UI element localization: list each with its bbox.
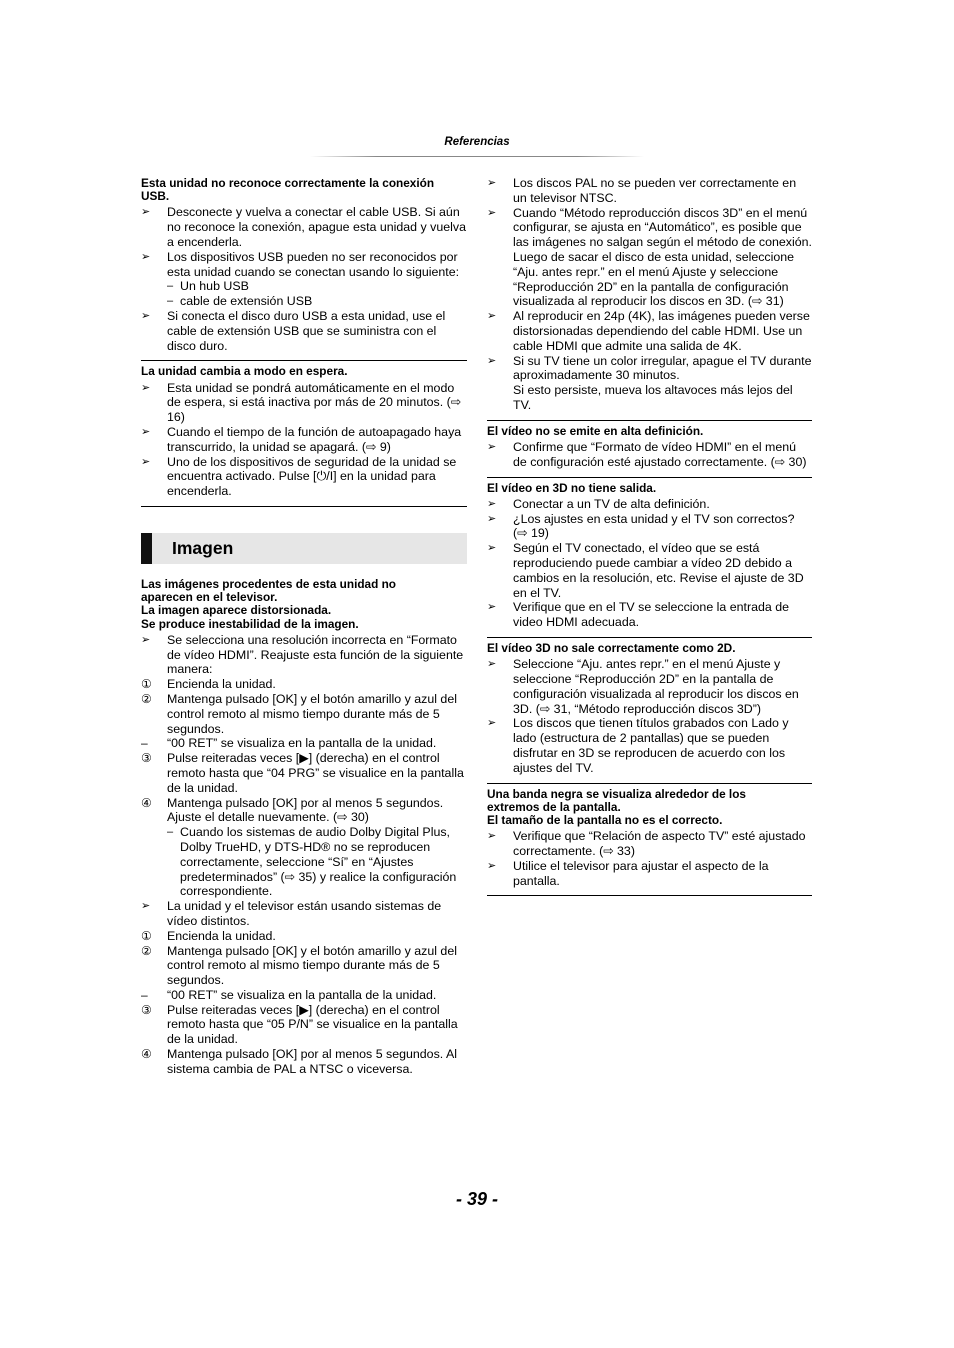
arrow-bullet-icon: ➢ — [487, 717, 497, 730]
list-item-text: Verifique que en el TV se seleccione la entrada de video HDMI adecuada. — [513, 600, 789, 630]
section-heading-bar — [141, 533, 152, 564]
list-item — [141, 1047, 467, 1077]
list-item-text: Seleccione “Aju. antes repr.” en el menú Ajuste y seleccione “Reproducción 2D” en la pantalla de configuración visualizada al reproducir los discos en 3D. (⇨ 31, “Método reproducción discos 3D”) — [513, 657, 799, 716]
list-item — [487, 309, 812, 353]
issue-title-line: El tamaño de la pantalla no es el correcto. — [487, 812, 723, 827]
arrow-bullet-icon: ➢ — [487, 601, 497, 614]
list-item — [141, 988, 467, 1003]
list-item — [487, 354, 812, 384]
list-item — [141, 425, 467, 455]
list-item-text: Uno de los dispositivos de seguridad de la unidad se encuentra activado. Pulse [⏻/I] en la unidad para encenderla. — [167, 454, 457, 499]
list-item — [141, 294, 467, 309]
dash-bullet: – — [167, 826, 174, 839]
list-item — [141, 250, 467, 280]
list-item — [141, 381, 467, 425]
intro-issue — [487, 176, 812, 421]
list-item-text: Verifique que “Relación de aspecto TV” esté ajustado correctamente. (⇨ 33) — [513, 829, 806, 858]
list-item — [487, 383, 812, 413]
item-list — [487, 176, 812, 413]
list-item-text: Cuando los sistemas de audio Dolby Digital Plus, Dolby TrueHD, y DTS-HD® no se reproducen correctamente, seleccione “Sí” en “Ajustes predeterminados” (⇨ 35) y realice la configuración correspondiente. — [180, 825, 457, 899]
arrow-bullet-icon: ➢ — [487, 354, 497, 367]
arrow-bullet-icon: ➢ — [141, 250, 151, 263]
item-list — [487, 829, 812, 888]
issue-title — [141, 578, 467, 631]
dash-bullet: – — [167, 280, 174, 293]
list-item — [141, 692, 467, 736]
list-item-text: Si esto persiste, mueva los altavoces más lejos del TV. — [513, 383, 793, 412]
step-number: ① — [141, 677, 152, 692]
list-item — [141, 825, 467, 899]
issue-title-line: USB. — [141, 189, 170, 204]
list-item-text: “00 RET” se visualiza en la pantalla de la unidad. — [167, 736, 437, 751]
list-item — [141, 796, 467, 826]
issue-title-line: Las imágenes procedentes de esta unidad no — [141, 576, 397, 591]
arrow-bullet-icon: ➢ — [141, 206, 151, 219]
list-item-text: Cuando “Método reproducción discos 3D” en el menú configurar, se ajusta en “Automático”, es posible que las imágenes no salgan según el método de conexión. Luego de sacar el disco de esta unidad, seleccione “Aju. antes repr.” en el menú Ajuste y seleccione “Reproducción 2D” en la pantalla de configuración visualizada al reproducir los discos en 3D. (⇨ 31) — [513, 205, 812, 309]
issue-title-line: Una banda negra se visualiza alrededor de los — [487, 786, 746, 801]
step-number: ③ — [141, 1002, 152, 1017]
list-item-text: Conectar a un TV de alta definición. — [513, 496, 710, 511]
issue-title — [487, 425, 812, 438]
list-item — [487, 176, 812, 206]
issue-title-line: extremos de la pantalla. — [487, 799, 621, 814]
list-item-text: Utilice el televisor para ajustar el aspecto de la pantalla. — [513, 858, 769, 888]
list-item — [487, 859, 812, 889]
arrow-bullet-icon: ➢ — [487, 512, 497, 525]
list-item — [141, 899, 467, 929]
issue-title-line: El vídeo no se emite en alta definición. — [487, 423, 704, 438]
item-list — [141, 633, 467, 1077]
list-item-text: Cuando el tiempo de la función de autoapagado haya transcurrido, la unidad se apagará. (⇨ 9) — [167, 424, 462, 454]
issue-title-line: La unidad cambia a modo en espera. — [141, 364, 348, 379]
issue-title — [487, 788, 812, 828]
arrow-bullet-icon: ➢ — [487, 310, 497, 323]
header-rule — [310, 156, 644, 157]
step-number: ③ — [141, 751, 152, 766]
list-item-text: La unidad y el televisor están usando sistemas de vídeo distintos. — [167, 899, 442, 928]
list-item-text: Los discos PAL no se pueden ver correctamente en un televisor NTSC. — [513, 176, 797, 205]
issue-title-line: El vídeo en 3D no tiene salida. — [487, 480, 657, 495]
arrow-bullet-icon: ➢ — [487, 206, 497, 219]
arrow-bullet-icon: ➢ — [487, 658, 497, 671]
list-item — [141, 929, 467, 944]
list-item-text: Esta unidad se pondrá automáticamente en el modo de espera, si está inactiva por más de 20 minutos. (⇨ 16) — [167, 380, 462, 425]
list-item-text: Desconecte y vuelva a conectar el cable USB. Si aún no reconoce la conexión, apague esta unidad y vuelva a encenderla. — [167, 205, 466, 249]
list-item-text: Se selecciona una resolución incorrecta en “Formato de vídeo HDMI”. Reajuste esta función de la siguiente manera: — [167, 632, 464, 677]
list-item — [141, 309, 467, 353]
arrow-bullet-icon: ➢ — [487, 859, 497, 872]
black-band-issue — [487, 788, 812, 897]
no-3d-issue — [487, 482, 812, 638]
list-item — [487, 600, 812, 630]
issue-title — [141, 365, 467, 378]
issue-title-line: Esta unidad no reconoce correctamente la conexión — [141, 176, 435, 190]
arrow-bullet-icon: ➢ — [487, 542, 497, 555]
issue-title-line: La imagen aparece distorsionada. — [141, 603, 332, 618]
list-item-text: Mantenga pulsado [OK] por al menos 5 segundos. Al sistema cambia de PAL a NTSC o viceversa. — [167, 1047, 457, 1076]
item-list — [487, 657, 812, 775]
list-item — [487, 206, 812, 310]
arrow-bullet-icon: ➢ — [487, 440, 497, 453]
arrow-bullet-icon: ➢ — [141, 455, 151, 468]
list-item-text: Encienda la unidad. — [167, 677, 276, 692]
item-list — [487, 497, 812, 630]
list-item-text: Si su TV tiene un color irregular, apague el TV durante aproximadamente 30 minutos. — [513, 353, 812, 383]
list-item — [487, 497, 812, 512]
step-number: ① — [141, 928, 152, 943]
list-item — [141, 677, 467, 692]
arrow-bullet-icon: ➢ — [141, 900, 151, 913]
list-item-text: Un hub USB — [180, 279, 249, 294]
arrow-bullet-icon: ➢ — [141, 381, 151, 394]
arrow-bullet-icon: ➢ — [487, 830, 497, 843]
list-item-text: “00 RET” se visualiza en la pantalla de la unidad. — [167, 987, 437, 1002]
list-item — [487, 829, 812, 859]
list-item-text: ¿Los ajustes en esta unidad y el TV son correctos? (⇨ 19) — [513, 511, 795, 541]
arrow-bullet-icon: ➢ — [487, 497, 497, 510]
list-item — [141, 1003, 467, 1047]
list-item-text: Pulse reiteradas veces [▶] (derecha) en el control remoto hasta que “05 P/N” se visualice en la pantalla de la unidad. — [167, 1002, 458, 1047]
list-item-text: Pulse reiteradas veces [▶] (derecha) en el control remoto hasta que “04 PRG” se visualice en la pantalla de la unidad. — [167, 751, 464, 795]
step-number: ④ — [141, 1047, 152, 1062]
list-item — [141, 279, 467, 294]
list-item-text: Mantenga pulsado [OK] por al menos 5 segundos. Ajuste el detalle nuevamente. (⇨ 30) — [167, 795, 444, 825]
list-item-text: cable de extensión USB — [180, 294, 313, 309]
section-heading-text: Imagen — [172, 537, 234, 558]
right-column — [487, 176, 812, 900]
list-item — [141, 455, 467, 499]
list-item — [487, 541, 812, 600]
issue-title-line: El vídeo 3D no sale correctamente como 2D. — [487, 640, 736, 655]
list-item — [487, 512, 812, 542]
step-number: ② — [141, 943, 152, 958]
dash-bullet: – — [141, 736, 148, 751]
issue-title-line: aparecen en el televisor. — [141, 590, 278, 605]
list-item-text: Mantenga pulsado [OK] y el botón amarillo y azul del control remoto al mismo tiempo durante más de 5 segundos. — [167, 691, 457, 736]
dash-bullet: – — [167, 295, 174, 308]
item-list — [487, 440, 812, 470]
list-item — [487, 657, 812, 716]
list-item-text: Los dispositivos USB pueden no ser reconocidos por esta unidad cuando se conectan usando lo siguiente: — [167, 249, 460, 279]
hd-issue — [487, 425, 812, 478]
left-column — [141, 176, 467, 1088]
list-item — [141, 633, 467, 677]
dash-bullet: – — [141, 987, 148, 1002]
issue-title — [487, 642, 812, 655]
list-item-text: Según el TV conectado, el vídeo que se está reproduciendo puede cambiar a vídeo 2D debido a cambios en la resolución, etc. Revise el ajuste de 3D en el TV. — [513, 541, 804, 600]
list-item-text: Los discos que tienen títulos grabados con Lado y lado (estructura de 2 pantallas) que se pueden disfrutar en 3D se reproducen de acuerdo con los ajustes del TV. — [513, 716, 789, 775]
section-heading-imagen — [141, 533, 467, 564]
arrow-bullet-icon: ➢ — [141, 425, 151, 438]
page-number: - 39 - — [455, 1189, 498, 1209]
arrow-bullet-icon: ➢ — [141, 309, 151, 322]
usb-issue — [141, 177, 467, 361]
arrow-bullet-icon: ➢ — [487, 177, 497, 189]
issue-title-line: Se produce inestabilidad de la imagen. — [141, 616, 359, 631]
list-item-text: Confirme que “Formato de vídeo HDMI” en el menú de configuración esté ajustado correctamente. (⇨ 30) — [513, 439, 807, 469]
list-item — [141, 205, 467, 249]
arrow-bullet-icon: ➢ — [141, 633, 151, 646]
running-header — [310, 135, 644, 157]
list-item — [141, 944, 467, 988]
list-item-text: Si conecta el disco duro USB a esta unidad, use el cable de extensión USB que se suministra con el disco duro. — [167, 308, 446, 353]
list-item — [487, 716, 812, 775]
item-list — [141, 381, 467, 499]
list-item-text: Al reproducir en 24p (4K), las imágenes pueden verse distorsionadas dependiendo del cable HDMI. Use un cable HDMI que admite una salida de 4K. — [513, 309, 810, 353]
standby-issue — [141, 365, 467, 507]
image-issue — [141, 578, 467, 1084]
issue-title — [141, 177, 467, 203]
list-item — [141, 751, 467, 795]
list-item-text: Mantenga pulsado [OK] y el botón amarillo y azul del control remoto al mismo tiempo durante más de 5 segundos. — [167, 943, 457, 988]
list-item — [487, 440, 812, 470]
list-item-text: Encienda la unidad. — [167, 928, 276, 943]
step-number: ② — [141, 691, 152, 706]
issue-title — [487, 482, 812, 495]
header-title: Referencias — [444, 136, 510, 148]
list-item — [141, 736, 467, 751]
step-number: ④ — [141, 795, 152, 810]
3d-as-2d-issue — [487, 642, 812, 784]
item-list — [141, 205, 467, 353]
